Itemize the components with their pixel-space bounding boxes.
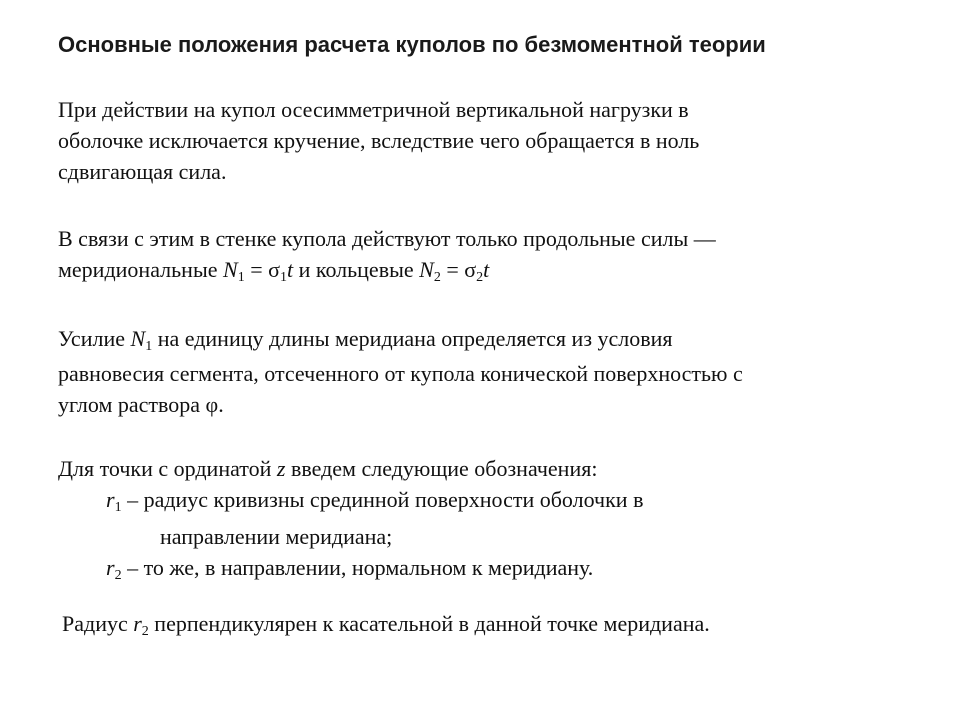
text-fragment: меридиональные — [58, 257, 223, 282]
text-line: В связи с этим в стенке купола действуют только продольные силы — — [58, 226, 716, 251]
text-fragment: Усилие — [58, 326, 131, 351]
symbol-t: t — [286, 257, 294, 282]
paragraph-shear — [58, 94, 918, 187]
paragraph-meridional-force — [58, 323, 918, 420]
symbol-r: r — [106, 487, 115, 512]
text-fragment: – то же, в направлении, нормальном к меридиану. — [121, 555, 594, 580]
paragraph-notation — [58, 453, 918, 583]
text-line — [58, 453, 918, 484]
subscript: 2 — [476, 270, 484, 285]
subscript: 2 — [114, 568, 122, 583]
symbol-r: r — [106, 555, 115, 580]
subscript: 1 — [145, 339, 153, 354]
text-line — [58, 323, 918, 354]
subscript: 1 — [279, 270, 287, 285]
text-line: равновесия сегмента, отсеченного от купола конической поверхностью с — [58, 361, 743, 386]
slide-title: Основные положения расчета куполов по безмоментной теории — [58, 32, 766, 57]
text-line: оболочке исключается кручение, вследствие чего обращается в ноль — [58, 128, 700, 153]
subscript: 1 — [114, 500, 122, 515]
formula-line — [58, 254, 918, 285]
subscript: 2 — [433, 270, 441, 285]
symbol-t: t — [483, 257, 490, 282]
symbol-z: z — [276, 456, 286, 481]
text-fragment: = σ — [244, 257, 280, 282]
text-line — [62, 608, 922, 639]
text-fragment: Радиус — [62, 611, 134, 636]
definition-r2 — [58, 552, 918, 583]
symbol-N: N — [223, 257, 238, 282]
text-fragment: – радиус кривизны срединной поверхности оболочки в — [121, 487, 644, 512]
text-line: При действии на купол осесимметричной вертикальной нагрузки в — [58, 97, 689, 122]
paragraph-radius — [62, 608, 922, 639]
subscript: 1 — [237, 270, 245, 285]
definition-r1-continued: направлении меридиана; — [160, 524, 393, 549]
text-fragment: и кольцевые — [293, 257, 420, 282]
text-fragment: на единицу длины меридиана определяется из условия — [152, 326, 673, 351]
text-line: сдвигающая сила. — [58, 159, 227, 184]
text-fragment: перпендикулярен к касательной в данной точке меридиана. — [148, 611, 710, 636]
text-line: углом раствора φ. — [58, 392, 224, 417]
text-fragment: = σ — [440, 257, 477, 282]
symbol-N: N — [130, 326, 146, 351]
definition-r1 — [58, 484, 918, 515]
symbol-N: N — [419, 257, 434, 282]
text-fragment: Для точки с ординатой — [58, 456, 277, 481]
text-fragment: введем следующие обозначения: — [285, 456, 598, 481]
subscript: 2 — [141, 624, 149, 639]
symbol-r: r — [133, 611, 142, 636]
paragraph-forces — [58, 223, 918, 285]
